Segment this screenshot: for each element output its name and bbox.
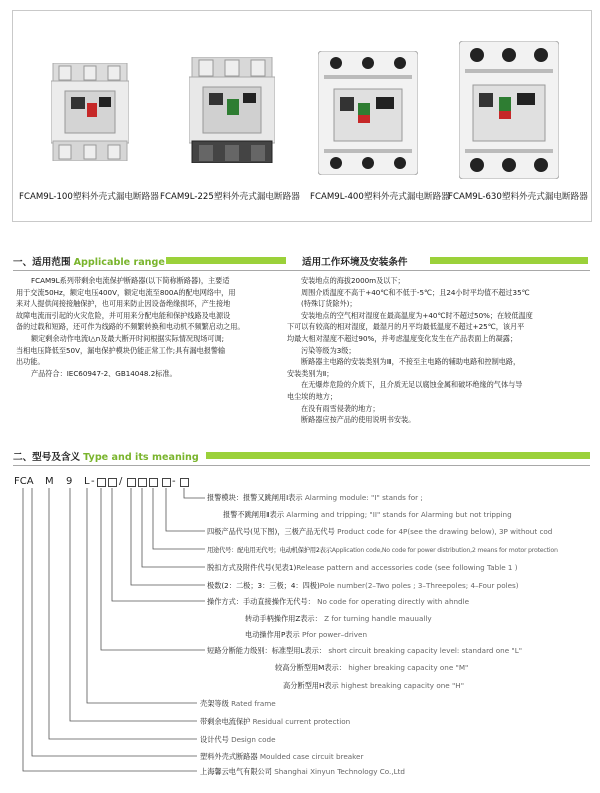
paragraph-line: 周围介质温度不高于+40℃和不低于-5℃；且24小时平均值不超过35℃ xyxy=(301,287,530,297)
meaning-en: higher breaking capacity one "M" xyxy=(348,663,469,672)
meaning-en: No code for operating directly with ahndle xyxy=(317,597,470,606)
meaning-cn: 操作方式：手动直接操作无代号： xyxy=(207,597,315,606)
product-caption: FCAM9L-400塑料外壳式漏电断路器 xyxy=(310,192,450,202)
meaning-item xyxy=(207,646,522,656)
meaning-item xyxy=(245,630,367,640)
meaning-cn: 极数(2：二极；3：三极；4：四极) xyxy=(207,581,320,590)
meaning-en: highest breaking capacity one "H" xyxy=(341,681,465,690)
model-dash: - xyxy=(91,476,95,487)
paragraph-line: 额定剩余动作电流I△n及最大断开时间根据实际情况现场可调; xyxy=(31,333,225,343)
model-series-m: M xyxy=(45,476,54,487)
model-series-9: 9 xyxy=(66,476,73,487)
paragraph-line: 出功能。 xyxy=(16,357,45,367)
meaning-cn: 设计代号 xyxy=(200,735,229,744)
product-caption: FCAM9L-630塑料外壳式漏电断路器 xyxy=(448,192,588,202)
paragraph-line: 在无爆炸危险的介质下，且介质无足以腐蚀金属和破坏绝缘的气体与导 xyxy=(301,380,523,390)
meaning-item xyxy=(207,545,558,554)
paragraph-line: 下可以有较高的相对湿度，最湿月的月平均最低温度不超过+25℃，该月平 xyxy=(287,322,525,332)
meaning-en: Product code for 4P(see the drawing below), 3P without cod xyxy=(337,527,553,536)
meaning-en: Release pattern and accessories code (see following Table 1 ) xyxy=(296,563,518,572)
paragraph-line: 污染等级为3级； xyxy=(301,345,356,355)
paragraph-line: 产品符合：IEC60947-2、GB14048.2标准。 xyxy=(31,368,177,378)
paragraph-line: 用于交流50Hz，额定电压400V，额定电流至800A的配电网络中，用 xyxy=(16,287,236,297)
meaning-cn: 四极产品代号(见下图)，三极产品无代号 xyxy=(207,527,335,536)
paragraph-line: 安装类别为Ⅱ； xyxy=(287,368,334,378)
model-slash: / xyxy=(119,476,123,487)
product-caption: FCAM9L-100塑料外壳式漏电断路器 xyxy=(19,192,159,202)
product-caption: FCAM9L-225塑料外壳式漏电断路器 xyxy=(160,192,300,202)
meaning-item xyxy=(200,767,405,777)
meaning-cn: 用途代号：配电用无代号；电动机保护用2表示 xyxy=(207,547,332,554)
meaning-en: Rated frame xyxy=(231,699,276,708)
model-prefix: FCA xyxy=(14,476,34,487)
paragraph-line: 安装地点的海拔2000m及以下； xyxy=(301,276,405,285)
meaning-item xyxy=(207,493,423,503)
section-title-cn: 一、适用范围 xyxy=(13,257,71,268)
meaning-cn: 短路分断能力级别：标准型用L表示： xyxy=(207,646,327,655)
meaning-item xyxy=(207,597,469,607)
paragraph-line: 在没有雨雪侵袭的地方； xyxy=(301,403,380,413)
paragraph-line: 安装地点的空气相对湿度在最高温度为+40℃时不超过50%；在较低温度 xyxy=(301,310,533,320)
meaning-cn: 脱扣方式及附件代号(见表1) xyxy=(207,563,297,572)
paragraph-line: 来对人提供间接接触保护，也可用来防止因设备绝缘损坏，产生接地 xyxy=(16,299,231,309)
meaning-item xyxy=(200,717,350,727)
paragraph-line: 备的过载和短路，还可作为线路的不频繁转换和电动机不频繁启动之用。 xyxy=(16,322,245,332)
meaning-en: Design code xyxy=(231,735,276,744)
meaning-cn: 较高分断型用M表示： xyxy=(275,663,346,672)
paragraph-line: 断路器应按产品的使用说明书安装。 xyxy=(301,415,416,425)
model-series-l: L xyxy=(84,476,90,487)
paragraph-line: 均最大相对湿度不超过90%，并考虑温度变化发生在产品表面上的凝露； xyxy=(287,333,518,343)
meaning-item xyxy=(245,614,432,624)
meaning-en: Pole number(2–Two poles ; 3–Threepoles; 4–Four poles) xyxy=(319,581,519,590)
paragraph-line: 电尘埃的地方； xyxy=(287,391,337,401)
meaning-item xyxy=(200,752,363,762)
meaning-en: Shanghai Xinyun Technology Co.,Ltd xyxy=(274,767,405,776)
meaning-cn: 转动手柄操作用Z表示： xyxy=(245,614,322,623)
section-title-cn: 二、型号及含义 xyxy=(13,452,81,463)
meaning-en: Residual current protection xyxy=(252,717,351,726)
meaning-en: Alarming and tripping; "II" stands for Alarming but not tripping xyxy=(286,510,512,519)
meaning-cn: 塑料外壳式断路器 xyxy=(200,752,258,761)
section-title-cn: 适用工作环境及安装条件 xyxy=(302,257,408,268)
meaning-item xyxy=(283,681,464,691)
meaning-cn: 带剩余电流保护 xyxy=(200,717,251,726)
section-title-en: Applicable range xyxy=(73,257,165,268)
meaning-item xyxy=(207,527,552,537)
paragraph-line: 断路器主电路的安装类别为Ⅲ，不接至主电路的辅助电路和控制电路， xyxy=(301,357,521,367)
meaning-item xyxy=(275,663,468,673)
paragraph-line: 故障电流而引起的火灾危险，并可用来分配电能和保护线路及电源设 xyxy=(16,310,231,320)
meaning-en: Pfor power–driven xyxy=(301,630,368,639)
meaning-cn: 电动操作用P表示 xyxy=(245,630,300,639)
meaning-en: Alarming module: "I" stands for ; xyxy=(304,493,423,502)
meaning-en: short circuit breaking capacity level: standard one "L" xyxy=(328,646,523,655)
paragraph-line: 当相电压降低至50V，漏电保护模块仍能正常工作;具有漏电报警输 xyxy=(16,345,226,355)
meaning-cn: 高分断型用H表示 xyxy=(283,681,339,690)
meaning-en: Z for turning handle mauually xyxy=(324,614,432,623)
meaning-item xyxy=(200,735,276,745)
meaning-item xyxy=(207,581,519,591)
meaning-cn: 报警模块：报警又跳闸用Ⅰ表示 xyxy=(207,493,303,502)
paragraph-line: (特殊订货除外)； xyxy=(301,299,357,309)
meaning-item xyxy=(200,699,276,709)
meaning-cn: 壳架等级 xyxy=(200,699,229,708)
meaning-cn: 报警不跳闸用Ⅱ表示 xyxy=(223,510,285,519)
paragraph-line: FCAM9L系列带剩余电流保护断路器(以下简称断路器)，主要适 xyxy=(31,276,230,285)
meaning-en: Application code,No code for power distribution,2 means for motor protection xyxy=(331,547,558,554)
meaning-item xyxy=(207,563,518,573)
meaning-en: Moulded case circuit breaker xyxy=(259,752,364,761)
section-title-en: Type and its meaning xyxy=(83,452,199,463)
meaning-item xyxy=(223,510,512,520)
model-dash: - xyxy=(172,476,176,487)
meaning-cn: 上海馨云电气有限公司 xyxy=(200,767,272,776)
